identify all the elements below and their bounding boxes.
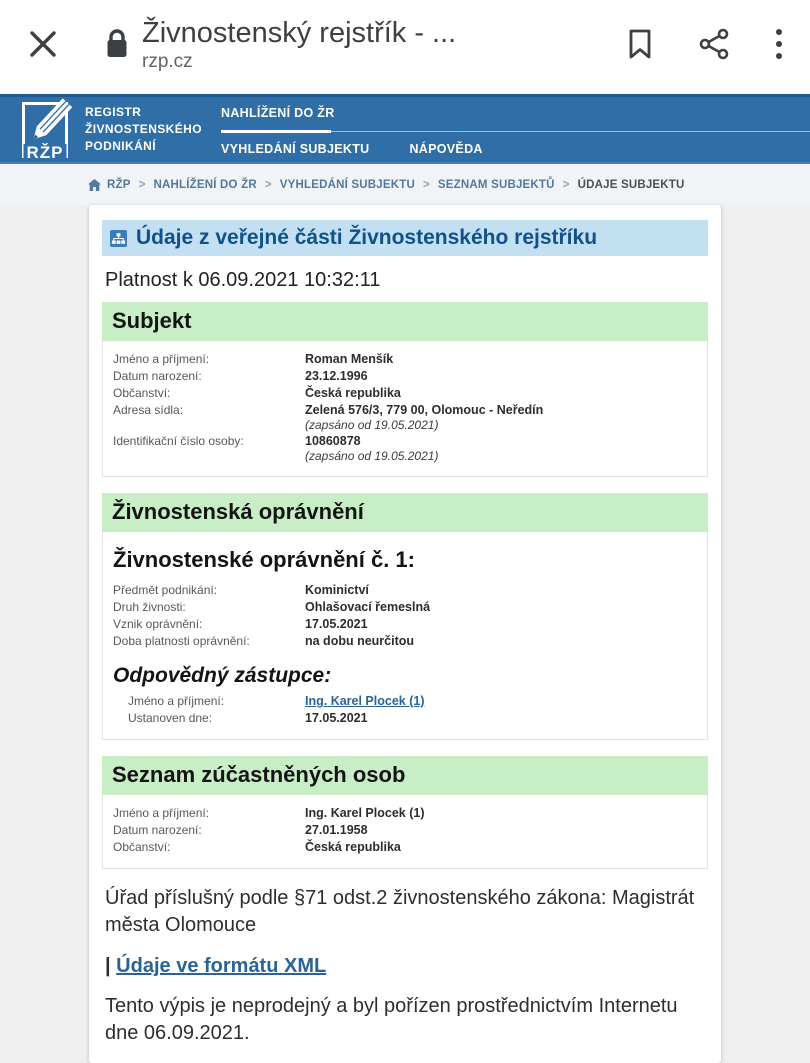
org-line-3: PODNIKÁNÍ	[85, 139, 156, 153]
field-label: Občanství:	[113, 840, 171, 854]
authority-text: Úřad příslušný podle §71 odst.2 živnostenského zákona: Magistrát města Olomouce	[105, 887, 695, 936]
overflow-menu-icon[interactable]	[774, 26, 784, 62]
field-label: Občanství:	[113, 386, 171, 400]
section-header-opravneni: Živnostenská oprávnění	[102, 493, 708, 532]
section-subjekt	[102, 302, 708, 477]
org-name	[85, 104, 207, 155]
field-row	[128, 694, 697, 709]
browser-page-title: Živnostenský rejstřík - ...	[142, 16, 457, 49]
section-header-subjekt: Subjekt	[102, 302, 708, 341]
field-row	[113, 352, 697, 367]
rzp-logo[interactable]	[22, 102, 68, 162]
breadcrumb-vyhledani[interactable]: VYHLEDÁNÍ SUBJEKTU	[279, 178, 415, 191]
validity-timestamp: Platnost k 06.09.2021 10:32:11	[105, 269, 381, 291]
breadcrumb-nahlizeni[interactable]: NAHLÍŽENÍ DO ŽR	[153, 178, 257, 191]
breadcrumb-separator: >	[562, 178, 570, 191]
field-label: Datum narození:	[113, 369, 202, 383]
lock-icon[interactable]	[104, 27, 130, 61]
field-value: 17.05.2021	[305, 617, 368, 631]
field-value: 27.01.1958	[305, 823, 368, 837]
field-row	[113, 634, 697, 649]
breadcrumb-separator: >	[264, 178, 272, 191]
field-row	[113, 403, 697, 432]
breadcrumb-separator: >	[423, 178, 430, 191]
browser-bar	[0, 0, 810, 88]
field-row	[113, 369, 697, 384]
nav-vyhledani-subjektu[interactable]: VYHLEDÁNÍ SUBJEKTU	[221, 141, 370, 156]
breadcrumb-seznam[interactable]: SEZNAM SUBJEKTŮ	[437, 178, 555, 191]
field-row	[113, 823, 697, 838]
field-value: Kominictví	[305, 583, 369, 597]
field-row	[113, 434, 697, 463]
active-tab-underline	[221, 130, 331, 133]
breadcrumb-udaje-current: ÚDAJE SUBJEKTU	[577, 178, 685, 191]
opravneni-subtitle: Živnostenské oprávnění č. 1:	[113, 547, 415, 572]
page-content	[0, 205, 810, 1044]
disclaimer-text: Tento výpis je neprodejný a byl pořízen prostřednictvím Internetu dne 06.09.2021.	[105, 995, 678, 1044]
site-header	[0, 94, 810, 164]
breadcrumb-rzp[interactable]: RŽP	[107, 178, 131, 191]
field-row	[113, 600, 697, 615]
document-title-banner	[102, 220, 708, 256]
field-value: 23.12.1996	[305, 369, 368, 383]
field-label: Předmět podnikání:	[113, 583, 218, 597]
main-nav	[221, 104, 810, 156]
field-label: Datum narození:	[113, 823, 202, 837]
field-row	[128, 711, 697, 726]
document-title: Údaje z veřejné části Živnostenského rejstříku	[136, 226, 598, 249]
field-label: Jméno a příjmení:	[113, 352, 210, 366]
xml-row	[105, 955, 705, 978]
field-row	[113, 806, 697, 821]
close-icon[interactable]	[26, 27, 60, 61]
nav-nahlizeni-do-zr[interactable]: NAHLÍŽENÍ DO ŽR	[221, 105, 335, 120]
logo-text: RŽP	[24, 144, 67, 161]
field-label: Identifikační číslo osoby:	[113, 434, 244, 448]
field-value: Ing. Karel Plocek (1)	[305, 806, 425, 820]
extract-card	[89, 205, 721, 1063]
org-line-2: ŽIVNOSTENSKÉHO	[85, 122, 202, 136]
field-label: Vznik oprávnění:	[113, 617, 203, 631]
field-row	[113, 840, 697, 855]
field-value: Česká republika	[305, 386, 401, 400]
share-icon[interactable]	[698, 27, 730, 61]
field-note: (zapsáno od 19.05.2021)	[305, 449, 439, 463]
field-label: Jméno a příjmení:	[128, 694, 225, 708]
field-note: (zapsáno od 19.05.2021)	[305, 418, 439, 432]
home-icon[interactable]	[88, 179, 101, 191]
person-link[interactable]: Ing. Karel Plocek (1)	[305, 694, 425, 708]
section-opravneni	[102, 493, 708, 740]
field-value: Zelená 576/3, 779 00, Olomouc - Neředín	[305, 403, 544, 417]
browser-url: rzp.cz	[142, 50, 193, 72]
field-label: Jméno a příjmení:	[113, 806, 210, 820]
breadcrumb	[0, 164, 810, 205]
xml-prefix: |	[105, 955, 111, 977]
nav-divider	[221, 131, 810, 132]
field-label: Ustanoven dne:	[128, 711, 213, 725]
field-row	[113, 386, 697, 401]
bookmark-icon[interactable]	[626, 27, 654, 61]
field-value: Roman Menšík	[305, 352, 394, 366]
field-value: 10860878	[305, 434, 361, 448]
section-seznam	[102, 756, 708, 869]
field-label: Druh živnosti:	[113, 600, 186, 614]
nav-napoveda[interactable]: NÁPOVĚDA	[409, 141, 483, 156]
org-chart-icon	[110, 230, 127, 247]
field-label: Adresa sídla:	[113, 403, 184, 417]
field-value: Ohlašovací řemeslná	[305, 600, 431, 614]
field-value: na dobu neurčitou	[305, 634, 415, 648]
xml-data-link[interactable]: Údaje ve formátu XML	[116, 955, 327, 977]
zastupce-heading: Odpovědný zástupce:	[113, 664, 332, 687]
field-row	[113, 583, 697, 598]
field-value: 17.05.2021	[305, 711, 368, 725]
section-header-seznam: Seznam zúčastněných osob	[102, 756, 708, 795]
org-line-1: REGISTR	[85, 105, 142, 119]
browser-title-block	[142, 16, 606, 73]
breadcrumb-separator: >	[138, 178, 146, 191]
field-value: Česká republika	[305, 840, 401, 854]
field-row	[113, 617, 697, 632]
field-label: Doba platnosti oprávnění:	[113, 634, 250, 648]
